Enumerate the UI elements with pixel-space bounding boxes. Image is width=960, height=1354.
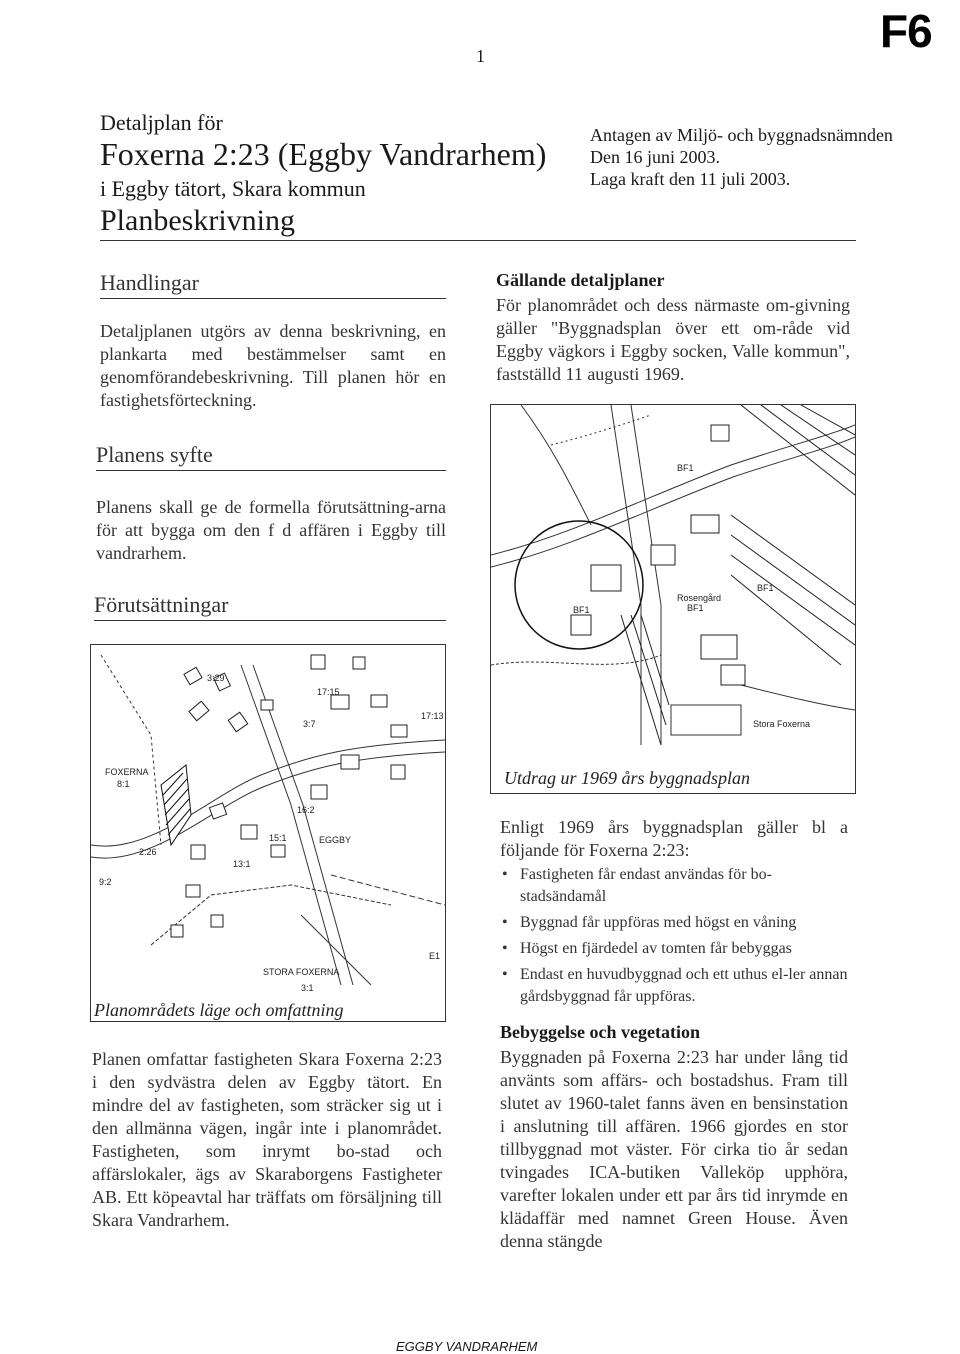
- map-label-lot-17-15: 17:15: [317, 687, 340, 697]
- enligt-bullet-list: [500, 864, 848, 1012]
- gallande-text: För planområdet och dess närmaste om-givning gäller "Byggnadsplan över ett om-råde vid Eggby vägkors i Eggby socken, Valle kommun", fastställd 11 augusti 1969.: [496, 295, 850, 384]
- map-label-stora-num: 3:1: [301, 983, 314, 993]
- plan-label-bf1-a: BF1: [677, 463, 694, 473]
- map-label-eggby: EGGBY: [319, 835, 352, 845]
- list-item: • Fastigheten får endast användas för bo-stadsändamål: [502, 866, 772, 905]
- title-prefix: Detaljplan för: [100, 110, 223, 135]
- map-label-lot-9-2: 9:2: [99, 877, 112, 887]
- plan-label-bf1-d: BF1: [757, 583, 774, 593]
- plan-label-bf1-c: BF1: [687, 603, 704, 613]
- location-map: [90, 644, 446, 1022]
- approval-date: Den 16 juni 2003.: [590, 147, 720, 167]
- plan-label-stora-foxerna: Stora Foxerna: [753, 719, 811, 729]
- legal-force-date: Laga kraft den 11 juli 2003.: [590, 169, 791, 189]
- document-type: Planbeskrivning: [100, 204, 295, 237]
- secondary-road-edge: [253, 665, 353, 985]
- plan-map-caption: Utdrag ur 1969 års byggnadsplan: [504, 768, 756, 789]
- document-code: F6: [880, 5, 932, 57]
- handlingar-heading: Handlingar: [100, 270, 199, 295]
- bebyggelse-heading: Bebyggelse och vegetation: [500, 1022, 700, 1042]
- title-location: i Eggby tätort, Skara kommun: [100, 176, 366, 201]
- bebyggelse-text: Byggnaden på Foxerna 2:23 har under lång tid använts som affärs- och bostadshus. Fram till slutet av 1960-talet fanns även en bensinstation i anslutning till affären. 1966 gjordes en stor tillbyggnad mot väster. För cirka tio år sedan tvingades ICA-butiken Valleköp upphöra, varefter lokalen under ett par års tid inrymde en klädaffär med namnet Green House. Även denna stängde: [500, 1047, 848, 1251]
- bullet-icon: •: [502, 940, 508, 957]
- map-label-lot-2-26: 2:26: [139, 847, 157, 857]
- location-map-caption: Planområdets läge och omfattning: [94, 1000, 349, 1021]
- approval-block: [590, 124, 893, 190]
- syfte-text: Planens skall ge de formella förutsättning-arna för att bygga om den f d affären i Eggby till vandrarhem.: [96, 497, 446, 563]
- page-number: 1: [476, 46, 485, 66]
- bullet-icon: •: [502, 866, 508, 883]
- map-label-lot-13-1: 13:1: [233, 859, 251, 869]
- title-divider: [100, 240, 856, 241]
- plan-area-hatch: [161, 765, 191, 845]
- handlingar-rule: [100, 298, 446, 299]
- plan-map-drawing: [491, 405, 855, 793]
- syfte-rule: [96, 470, 446, 471]
- map-label-lot-17-13: 17:13: [421, 711, 444, 721]
- bullet-icon: •: [502, 914, 508, 931]
- map-label-foxerna-num: 8:1: [117, 779, 130, 789]
- map-label-lot-16-2: 16:2: [297, 805, 315, 815]
- forutsattningar-text: Planen omfattar fastigheten Skara Foxerna 2:23 i den sydvästra delen av Eggby tätort. En mindre del av fastigheten, som sträcker sig ut i den allmänna vägen, ingår inte i planområdet. Fastigheten, som inrymt bo-stad och affärslokaler, ägs av Skaraborgens Fastigheter AB. Ett köpeavtal har träffats om försäljning till Skara Vandrarhem.: [92, 1049, 442, 1230]
- map-label-lot-3-7: 3:7: [303, 719, 316, 729]
- list-item: • Högst en fjärdedel av tomten får bebyggas: [500, 938, 848, 960]
- map-label-stora-foxerna: STORA FOXERNA: [263, 967, 340, 977]
- plan-label-rosengard: Rosengård: [677, 593, 722, 603]
- map-label-lot-3-29: 3:29: [207, 673, 225, 683]
- document-title: Foxerna 2:23 (Eggby Vandrarhem): [100, 136, 547, 172]
- forutsattningar-heading: Förutsättningar: [94, 592, 229, 617]
- list-item: • Endast en huvudbyggnad och ett uthus el-ler annan gårdsbyggnad får uppföras.: [502, 966, 848, 1005]
- map-label-foxerna: FOXERNA: [105, 767, 149, 777]
- location-map-drawing: [91, 645, 445, 1021]
- enligt-intro: Enligt 1969 års byggnadsplan gäller bl a följande för Foxerna 2:23:: [500, 817, 848, 860]
- approval-authority: Antagen av Miljö- och byggnadsnämnden: [590, 125, 893, 145]
- bullet-icon: •: [502, 966, 508, 983]
- plan-map-1969: [490, 404, 856, 794]
- map-label-e1: E1: [429, 951, 441, 961]
- map-label-lot-15-1: 15:1: [269, 833, 287, 843]
- plan-label-bf1-b: BF1: [573, 605, 590, 615]
- page-footer: EGGBY VANDRARHEM: [396, 1339, 538, 1354]
- forutsattningar-rule: [94, 620, 446, 621]
- gallande-heading: Gällande detaljplaner: [496, 270, 665, 290]
- list-item: • Byggnad får uppföras med högst en våning: [500, 912, 848, 934]
- handlingar-text: Detaljplanen utgörs av denna beskrivning, en plankarta med bestämmelser samt en genomförandebeskrivning. Till planen hör en fastighetsförteckning.: [100, 321, 446, 410]
- syfte-heading: Planens syfte: [96, 442, 213, 467]
